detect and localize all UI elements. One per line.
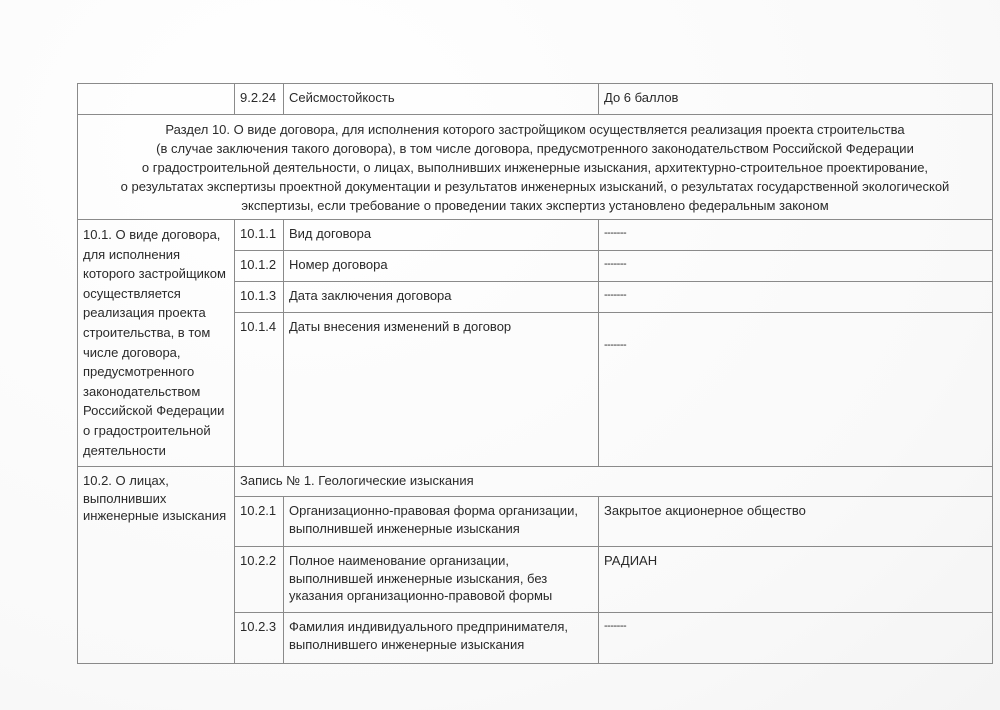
- row-label: Фамилия индивидуального предпринимателя, выполнившего инженерные изыскания: [284, 613, 599, 664]
- section-title-line: о результатах экспертизы проектной документации и результатов инженерных изысканий, о результатах государственной экологической: [120, 179, 950, 194]
- section-10-header-row: [78, 115, 993, 220]
- row-label: Вид договора: [284, 220, 599, 251]
- row-value: Закрытое акционерное общество: [599, 497, 993, 547]
- row-number: 10.1.1: [235, 220, 284, 251]
- row-number: 10.1.2: [235, 251, 284, 282]
- table-row-9-2-24: [78, 84, 993, 115]
- group-10-2-label: 10.2. О лицах, выполнивших инженерные изыскания: [78, 467, 235, 664]
- row-number: 10.2.1: [235, 497, 284, 547]
- section-title-line: (в случае заключения такого договора), в том числе договора, предусмотренного законодательством Российской Федерации: [156, 141, 914, 156]
- row-label: Даты внесения изменений в договор: [284, 313, 599, 467]
- section-title-line: о градостроительной деятельности, о лицах, выполнивших инженерные изыскания, архитектурно-строительное проектирование,: [141, 160, 929, 175]
- group-10-1-label: 10.1. О виде договора, для исполнения которого застройщиком осуществляется реализация проекта строительства, в том числе договора, предусмотренного законодательством Российской Федерации о градостроительной деятельности: [78, 220, 235, 467]
- row-value: -------: [599, 220, 993, 251]
- row-label: Дата заключения договора: [284, 282, 599, 313]
- row-value: -------: [599, 282, 993, 313]
- row-label: Организационно-правовая форма организации, выполнившей инженерные изыскания: [284, 497, 599, 547]
- section-title-line: экспертизы, если требование о проведении таких экспертиз установлено федеральным законом: [241, 198, 829, 213]
- record-1-header-row: [78, 467, 993, 497]
- row-label: Полное наименование организации, выполнившей инженерные изыскания, без указания организационно-правовой формы: [284, 547, 599, 613]
- row-value: -------: [599, 613, 993, 664]
- row-label: Сейсмостойкость: [284, 84, 599, 115]
- row-number: 10.1.4: [235, 313, 284, 467]
- row-number: 10.2.2: [235, 547, 284, 613]
- row-value: -------: [599, 313, 993, 467]
- row-value: РАДИАН: [599, 547, 993, 613]
- empty-group-cell: [78, 84, 235, 115]
- row-value: До 6 баллов: [599, 84, 993, 115]
- row-number: 9.2.24: [235, 84, 284, 115]
- row-number: 10.1.3: [235, 282, 284, 313]
- row-value: -------: [599, 251, 993, 282]
- declaration-table: [77, 83, 993, 664]
- row-label: Номер договора: [284, 251, 599, 282]
- section-title-line: Раздел 10. О виде договора, для исполнения которого застройщиком осуществляется реализация проекта строительства: [165, 122, 905, 137]
- table-row-10-1-1: [78, 220, 993, 251]
- record-title: Запись № 1. Геологические изыскания: [235, 467, 993, 497]
- section-10-title: [78, 115, 993, 220]
- row-number: 10.2.3: [235, 613, 284, 664]
